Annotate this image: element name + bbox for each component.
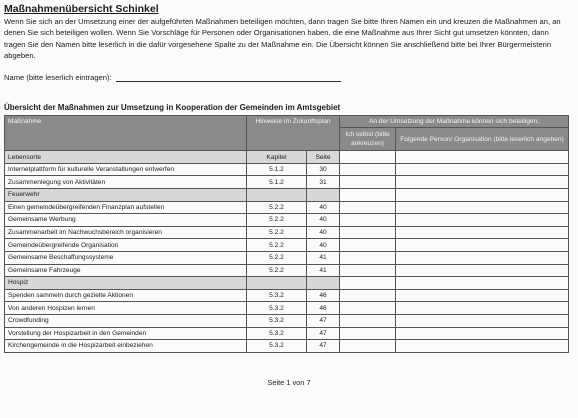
massnahme-cell: Zusammenarbeit im Nachwuchsbereich organisieren <box>5 226 247 239</box>
table-row <box>5 214 569 227</box>
ich-selbst-checkbox-cell[interactable] <box>340 239 396 252</box>
header-person: Folgende Person/ Organisation (bitte leserlich angeben) <box>396 128 569 151</box>
person-input-cell[interactable] <box>396 201 569 214</box>
ich-selbst-checkbox-cell[interactable] <box>340 214 396 227</box>
section-kapitel-cell <box>247 189 307 202</box>
measures-table <box>4 115 569 353</box>
page-number: Seite 1 von 7 <box>267 378 311 387</box>
seite-cell: 40 <box>307 214 340 227</box>
section-row <box>5 189 569 202</box>
table-row <box>5 201 569 214</box>
ich-selbst-checkbox-cell[interactable] <box>340 302 396 315</box>
section-blank-cell <box>340 151 396 164</box>
massnahme-cell: Gemeindeübergreifende Organisation <box>5 239 247 252</box>
table-row <box>5 314 569 327</box>
massnahme-cell: Gemeinsame Werbung <box>5 214 247 227</box>
section-kapitel-cell <box>247 277 307 290</box>
kapitel-cell: 5.3.2 <box>247 327 307 340</box>
section-name: Feuerwehr <box>5 189 247 202</box>
person-input-cell[interactable] <box>396 176 569 189</box>
section-blank-cell <box>340 277 396 290</box>
table-row <box>5 251 569 264</box>
ich-selbst-checkbox-cell[interactable] <box>340 201 396 214</box>
kapitel-cell: 5.2.2 <box>247 201 307 214</box>
kapitel-cell: 5.2.2 <box>247 251 307 264</box>
kapitel-cell: 5.1.2 <box>247 163 307 176</box>
table-row <box>5 239 569 252</box>
section-row <box>5 277 569 290</box>
section-row <box>5 151 569 164</box>
massnahme-cell: Vorstellung der Hospizarbeit in den Gemeinden <box>5 327 247 340</box>
header-hinweise: Hinweise im Zukunftsplan <box>247 115 340 151</box>
section-name: Hospiz <box>5 277 247 290</box>
seite-cell: 46 <box>307 289 340 302</box>
name-field-row <box>4 70 572 82</box>
massnahme-cell: Von anderen Hospizen lernen <box>5 302 247 315</box>
massnahme-cell: Kirchengemeinde in die Hospizarbeit einbeziehen <box>5 340 247 353</box>
seite-cell: 40 <box>307 201 340 214</box>
kapitel-cell: 5.2.2 <box>247 226 307 239</box>
section-blank-cell <box>340 189 396 202</box>
massnahme-cell: Gemeinsame Fahrzeuge <box>5 264 247 277</box>
person-input-cell[interactable] <box>396 239 569 252</box>
table-row <box>5 302 569 315</box>
massnahme-cell: Spenden sammeln durch gezielte Aktionen <box>5 289 247 302</box>
massnahme-cell: Zusammenlegung von Aktivitäten <box>5 176 247 189</box>
person-input-cell[interactable] <box>396 163 569 176</box>
kapitel-cell: 5.1.2 <box>247 176 307 189</box>
section-seite-cell <box>307 189 340 202</box>
massnahme-cell: Gemeinsame Beschaffungssysteme <box>5 251 247 264</box>
kapitel-cell: 5.2.2 <box>247 214 307 227</box>
section-kapitel-cell: Kapitel <box>247 151 307 164</box>
person-input-cell[interactable] <box>396 264 569 277</box>
section-name: Lebensorte <box>5 151 247 164</box>
ich-selbst-checkbox-cell[interactable] <box>340 289 396 302</box>
person-input-cell[interactable] <box>396 340 569 353</box>
ich-selbst-checkbox-cell[interactable] <box>340 176 396 189</box>
person-input-cell[interactable] <box>396 302 569 315</box>
seite-cell: 47 <box>307 340 340 353</box>
ich-selbst-checkbox-cell[interactable] <box>340 226 396 239</box>
header-umsetzung: An der Umsetzung der Maßnahme können sich beteiligen: <box>340 115 569 128</box>
seite-cell: 30 <box>307 163 340 176</box>
seite-cell: 40 <box>307 239 340 252</box>
section-seite-cell: Seite <box>307 151 340 164</box>
header-ich-selbst: Ich selbst (bitte ankreuzen) <box>340 128 396 151</box>
person-input-cell[interactable] <box>396 314 569 327</box>
seite-cell: 31 <box>307 176 340 189</box>
table-row <box>5 264 569 277</box>
kapitel-cell: 5.2.2 <box>247 264 307 277</box>
header-massnahme: Maßnahme <box>5 115 247 151</box>
ich-selbst-checkbox-cell[interactable] <box>340 314 396 327</box>
person-input-cell[interactable] <box>396 289 569 302</box>
seite-cell: 46 <box>307 302 340 315</box>
section-blank-cell <box>396 151 569 164</box>
kapitel-cell: 5.3.2 <box>247 302 307 315</box>
table-row <box>5 226 569 239</box>
table-row <box>5 289 569 302</box>
kapitel-cell: 5.2.2 <box>247 239 307 252</box>
kapitel-cell: 5.3.2 <box>247 289 307 302</box>
table-row <box>5 327 569 340</box>
table-title: Übersicht der Maßnahmen zur Umsetzung in Kooperation der Gemeinden im Amtsgebiet <box>4 102 341 112</box>
person-input-cell[interactable] <box>396 251 569 264</box>
table-row <box>5 340 569 353</box>
kapitel-cell: 5.3.2 <box>247 314 307 327</box>
seite-cell: 47 <box>307 327 340 340</box>
table-row <box>5 163 569 176</box>
person-input-cell[interactable] <box>396 214 569 227</box>
seite-cell: 40 <box>307 226 340 239</box>
seite-cell: 41 <box>307 264 340 277</box>
page-title: Maßnahmenübersicht Schinkel <box>4 3 159 15</box>
table-body <box>5 151 569 353</box>
massnahme-cell: Internetplattform für kulturelle Veranstaltungen entwerfen <box>5 163 247 176</box>
ich-selbst-checkbox-cell[interactable] <box>340 327 396 340</box>
ich-selbst-checkbox-cell[interactable] <box>340 264 396 277</box>
ich-selbst-checkbox-cell[interactable] <box>340 163 396 176</box>
person-input-cell[interactable] <box>396 327 569 340</box>
section-blank-cell <box>396 277 569 290</box>
name-input-line[interactable] <box>116 72 341 82</box>
document-page <box>4 0 572 353</box>
ich-selbst-checkbox-cell[interactable] <box>340 251 396 264</box>
seite-cell: 47 <box>307 314 340 327</box>
intro-text: Wenn Sie sich an der Umsetzung einer der aufgeführten Maßnahmen beteiligen möchten, dann tragen Sie bitte Ihren Namen ein und kreuzen die Maßnahmen an, an denen Sie sich beteiligen wollen. Wenn Sie Vorschläge für Personen oder Organisationen haben, die eine Maßnahme aus Ihrer Sicht gut umsetzen könnten, dann tragen Sie den Namen bitte leserlich in die dafür vorgesehene Spalte zu der Maßnahme ein. Die Übersicht können Sie anschließend bitte bei Ihrer Bürgermeisterin abgeben. <box>4 17 561 61</box>
ich-selbst-checkbox-cell[interactable] <box>340 340 396 353</box>
table-header-row <box>5 115 569 128</box>
massnahme-cell: Einen gemeindeübergreifenden Finanzplan aufstellen <box>5 201 247 214</box>
name-label: Name (bitte leserlich eintragen): <box>4 72 112 82</box>
person-input-cell[interactable] <box>396 226 569 239</box>
section-seite-cell <box>307 277 340 290</box>
section-blank-cell <box>396 189 569 202</box>
seite-cell: 41 <box>307 251 340 264</box>
kapitel-cell: 5.3.2 <box>247 340 307 353</box>
massnahme-cell: Crowdfunding <box>5 314 247 327</box>
table-row <box>5 176 569 189</box>
